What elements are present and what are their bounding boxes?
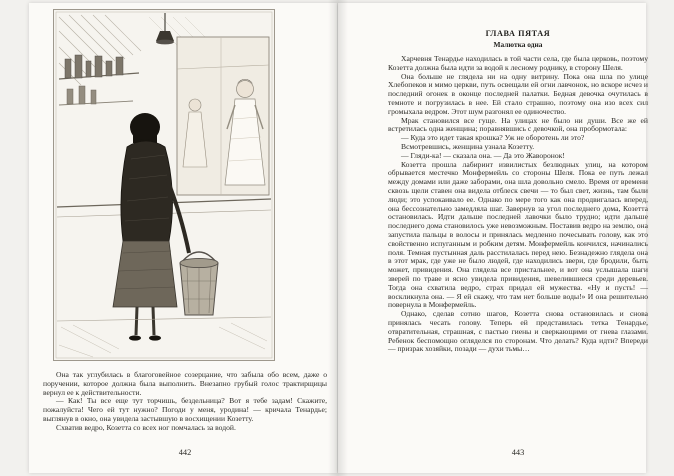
paragraph: Она больше не глядела ни на одну витрину. Пока она шла по улице Хлебопеков и мимо церкви, путь освещали ей огни лавчонок, но вскоре исчез и последний огонек в оконце последней палатки. Бедная девочка очутилась в темноте и погрузилась в нее. Ей стало страшно, поэтому она изо всех сил громыхала ведром. Этот шум разгонял ее одиночество. (388, 71, 648, 116)
paragraph: Харчевня Тенардье находилась в той части села, где была церковь, поэтому Козетта должна была идти за водой к лесному роднику, в сторону Шеля. (388, 54, 648, 72)
paragraph: — Куда это идет такая крошка? Уж не оборотень ли это? (401, 133, 585, 143)
page-number-right: 443 (511, 448, 525, 457)
page-left (29, 3, 337, 473)
chapter-subtitle: Малютка одна (493, 40, 543, 49)
paragraph: Мрак становился все гуще. На улицах не было ни души. Все же ей встретилась одна женщина; поравнявшись с девочкой, она пробормотала: (388, 115, 648, 134)
page-number-left: 442 (178, 448, 192, 457)
chapter-heading: ГЛАВА ПЯТАЯ (485, 29, 551, 38)
left-page-text (43, 371, 327, 433)
paragraph: Всмотревшись, женщина узнала Козетту. (401, 141, 535, 151)
paragraph: — Как! Ты все еще тут торчишь, бездельница? Вот я тебе задам! Скажите, пожалуйста! Чего ей тут нужно? Погоди у меня, уродина! — кричала Тенардье; выглянув в окно, она увидела застывшую в восхищении Козетту. (43, 396, 327, 423)
paragraph: Однако, сделав сотню шагов, Козетта снова остановилась и снова принялась чесать голову. Теперь ей представилась тетка Тенардье, отвратительная, страшная, с пастью гиены и сверкающими от гнева глазами. Ребенок беспомощно огляделся по сторонам. Что делать? Куда идти? Впереди — призрак хозяйки, позади — духи тьмы… (388, 309, 648, 354)
paragraph: — Гляди-ка! — сказала она. — Да это Жаворонок! (401, 150, 565, 160)
paragraph: Козетта прошла лабиринт извилистых безлюдных улиц, на котором обрывается местечко Монфермейль со стороны Шеля. Пока ее путь лежал между домами или даже заборами, она шла довольно смело. Время от времени сквозь щели ставен она видела отблеск свечи — то был свет, жизнь, там были люди; это успокаивало ее. Однако по мере того как она продвигалась вперед, она бессознательно замедляла шаг. Завернув за угол последнего дома, Козетта остановилась. Идти дальше последней лавочки было трудно; идти дальше последнего дома становилось уже невозможным. Поставив ведро на землю, она запустила пальцы в волосы и принялась медленно почесывать голову, как это свойственно испуганным и робким детям. Монфермейль кончился, начинались поля. Темная пустынная даль расстилалась перед нею. Безнадежно глядела она в этот мрак, где уже не было людей, где находились звери, где бродили, быть может, привидения. Она глядела все пристальнее, и вот она услышала шаги зверей по траве и ясно увидела привидения, шевелившиеся среди деревьев. Тогда она схватила ведро, страх придал ей мужества. «Ну и пусть! — воскликнула она. — Я ей скажу, что там нет больше воды!» И она решительно повернула в Монфермейль. (388, 159, 648, 310)
paragraph: Она так углубилась в благоговейное созерцание, что забыла обо всем, даже о поручении, которое должна была выполнить. Внезапно грубый голос трактирщицы вернул ее к действительности. (43, 370, 327, 397)
paragraph: Схватив ведро, Козетта со всех ног помчалась за водой. (56, 422, 236, 432)
illustration-svg (53, 9, 275, 361)
cosette-bucket-illustration (53, 9, 275, 361)
page-right (338, 3, 646, 473)
right-page-text (388, 55, 648, 354)
